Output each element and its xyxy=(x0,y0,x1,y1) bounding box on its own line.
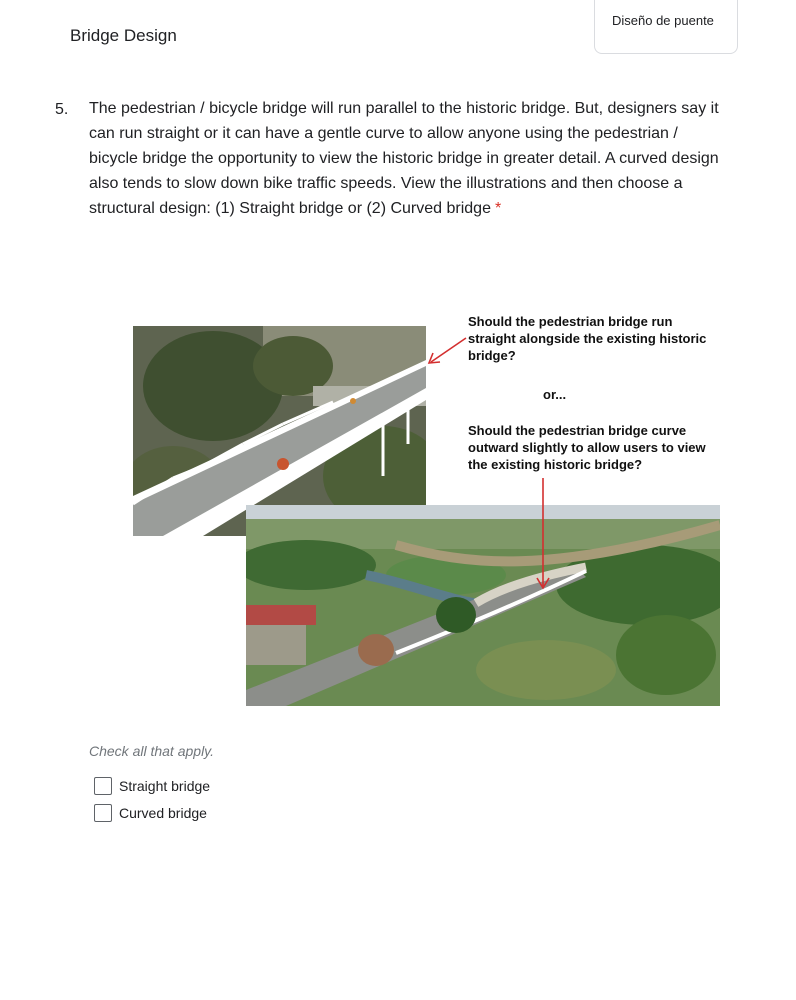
form-title: Bridge Design xyxy=(70,26,177,45)
straight-bridge-label[interactable]: Straight bridge xyxy=(119,778,211,794)
historic-bridge-aerial-image xyxy=(246,505,720,706)
curved-bridge-label[interactable]: Curved bridge xyxy=(119,805,207,821)
annotation-or: or... xyxy=(543,387,567,402)
option-curved-bridge[interactable] xyxy=(94,803,207,823)
curved-bridge-checkbox[interactable] xyxy=(94,804,112,822)
option-straight-bridge[interactable] xyxy=(94,776,210,796)
question-text xyxy=(89,96,729,221)
language-label: Diseño de puente xyxy=(612,13,714,28)
annotation-curve: Should the pedestrian bridge curve outward slightly to allow users to view the existing historic bridge? xyxy=(468,423,706,472)
required-asterisk: * xyxy=(494,200,502,217)
straight-bridge-checkbox[interactable] xyxy=(94,777,112,795)
check-hint: Check all that apply. xyxy=(89,743,215,759)
historic-bridge-aerial-graphic xyxy=(246,505,720,706)
arrow-to-straight-bridge xyxy=(429,338,466,363)
language-switcher[interactable] xyxy=(594,0,738,54)
annotation-straight: Should the pedestrian bridge run straight alongside the existing historic bridge? xyxy=(468,314,707,363)
question-body: The pedestrian / bicycle bridge will run parallel to the historic bridge. But, designers say it can run straight or it can have a gentle curve to allow anyone using the pedestrian / bicycle bridge the opportunity to view the historic bridge in greater detail. A curved design also tends to slow down bike traffic speeds. View the illustrations and then choose a structural design: (1) Straight bridge or (2) Curved bridge xyxy=(89,100,719,217)
question-number: 5. xyxy=(55,101,69,118)
